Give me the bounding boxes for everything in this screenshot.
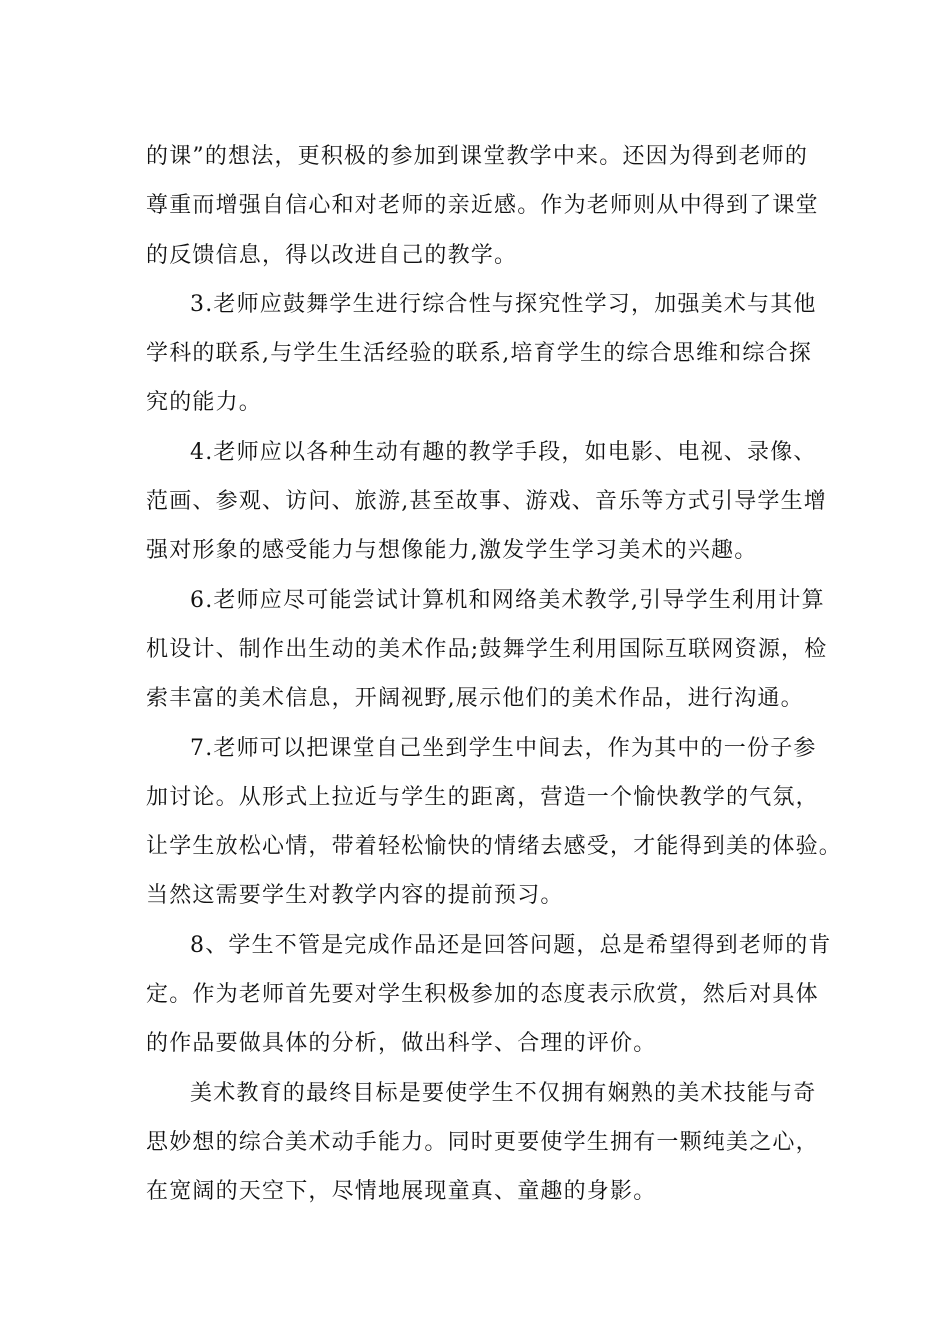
text-line: 索丰富的美术信息，开阔视野,展示他们的美术作品，进行沟通。 xyxy=(146,686,804,712)
text-line: 加讨论。从形式上拉近与学生的距离，营造一个愉快教学的气氛， xyxy=(146,784,819,810)
text-line: 7.老师可以把课堂自己坐到学生中间去，作为其中的一份子参 xyxy=(190,735,817,761)
text-line: 8、学生不管是完成作品还是回答问题，总是希望得到老师的肯 xyxy=(190,932,832,958)
text-line: 让学生放松心情，带着轻松愉快的情绪去感受，才能得到美的体验。 xyxy=(146,834,843,860)
text-line: 思妙想的综合美术动手能力。同时更要使学生拥有一颗纯美之心， xyxy=(146,1129,819,1155)
paragraph-conclusion xyxy=(146,1069,826,1217)
text-line: 机设计、制作出生动的美术作品;鼓舞学生利用国际互联网资源，检 xyxy=(146,636,828,662)
text-line: 美术教育的最终目标是要使学生不仅拥有娴熟的美术技能与奇 xyxy=(190,1080,817,1106)
document-body xyxy=(146,132,843,1217)
text-line: 定。作为老师首先要对学生积极参加的态度表示欣赏，然后对具体 xyxy=(146,982,819,1008)
paragraph-item-3 xyxy=(146,280,826,428)
text-line: 的作品要做具体的分析，做出科学、合理的评价。 xyxy=(146,1031,657,1057)
paragraph-item-4 xyxy=(146,428,826,576)
text-line: 学科的联系,与学生生活经验的联系,培育学生的综合思维和综合探 xyxy=(146,341,812,367)
text-line: 在宽阔的天空下，尽情地展现童真、童趣的身影。 xyxy=(146,1179,657,1205)
paragraph-item-8 xyxy=(146,921,832,1069)
text-line: 6.老师应尽可能尝试计算机和网络美术教学,引导学生利用计算 xyxy=(190,587,825,613)
paragraph-item-7 xyxy=(146,724,843,921)
text-line: 4.老师应以各种生动有趣的教学手段，如电影、电视、录像、 xyxy=(190,439,817,465)
text-line: 当然这需要学生对教学内容的提前预习。 xyxy=(146,883,564,909)
text-line: 究的能力。 xyxy=(146,390,263,416)
text-line: 3.老师应鼓舞学生进行综合性与探究性学习，加强美术与其他 xyxy=(190,291,817,317)
text-line: 尊重而增强自信心和对老师的亲近感。作为老师则从中得到了课堂 xyxy=(146,193,819,219)
paragraph-continuation xyxy=(146,132,826,280)
text-line: 的反馈信息，得以改进自己的教学。 xyxy=(146,242,518,268)
text-line: 的课”的想法，更积极的参加到课堂教学中来。还因为得到老师的 xyxy=(146,144,809,169)
paragraph-item-6 xyxy=(146,576,826,724)
text-line: 范画、参观、访问、旅游,甚至故事、游戏、音乐等方式引导学生增 xyxy=(146,489,827,515)
text-line: 强对形象的感受能力与想像能力,激发学生学习美术的兴趣。 xyxy=(146,538,758,564)
